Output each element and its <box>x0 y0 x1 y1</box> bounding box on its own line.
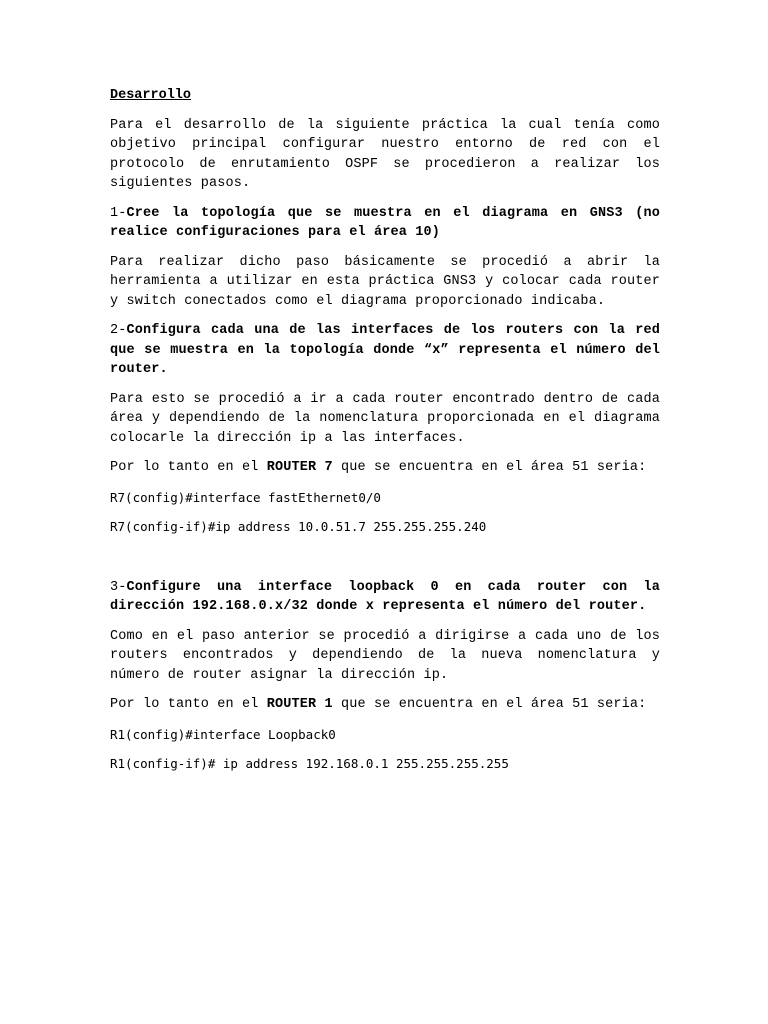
intro-paragraph: Para el desarrollo de la siguiente práctica la cual tenía como objetivo principal configurar nuestro entorno de red con el protocolo de enrutamiento OSPF se procedieron a realizar los siguientes pasos. <box>110 117 660 191</box>
step-3-command-2: R1(config-if)# ip address 192.168.0.1 255.255.255.255 <box>110 756 509 771</box>
document-page <box>110 86 660 784</box>
step-3-title <box>110 578 660 617</box>
step-2-number: 2- <box>110 323 127 338</box>
step-3-example <box>110 695 660 715</box>
step-2-text: Configura cada una de las interfaces de los routers con la red que se muestra en la topología donde “x” representa el número del router. <box>110 323 660 377</box>
step-2-body: Para esto se procedió a ir a cada router encontrado dentro de cada área y dependiendo de la nomenclatura proporcionada en el diagrama colocarle la dirección ip a las interfaces. <box>110 391 660 446</box>
step-2-example-before: Por lo tanto en el <box>110 460 267 475</box>
step-2-example-router: ROUTER 7 <box>266 460 333 475</box>
step-3-example-router: ROUTER 1 <box>266 697 333 712</box>
step-3-command-1: R1(config)#interface Loopback0 <box>110 726 336 742</box>
step-1-body: Para realizar dicho paso básicamente se procedió a abrir la herramienta a utilizar en esta práctica GNS3 y colocar cada router y switch conectados como el diagrama proporcionado indicaba. <box>110 254 660 309</box>
step-2-command-2: R7(config-if)#ip address 10.0.51.7 255.255.255.240 <box>110 519 487 534</box>
step-3-body: Como en el paso anterior se procedió a dirigirse a cada uno de los routers encontrados y dependiendo de la nueva nomenclatura y número de router asignar la dirección ip. <box>110 628 660 683</box>
step-3-text: Configure una interface loopback 0 en cada router con la dirección 192.168.0.x/32 donde x representa el número del router. <box>110 579 660 614</box>
step-1-number: 1- <box>110 205 127 221</box>
step-2-command-1: R7(config)#interface fastEthernet0/0 <box>110 489 381 505</box>
step-3-example-after: que se encuentra en el área 51 seria: <box>332 697 647 712</box>
step-3-number: 3- <box>110 579 127 595</box>
step-3-example-before: Por lo tanto en el <box>110 697 267 712</box>
step-1-text: Cree la topología que se muestra en el diagrama en GNS3 (no realice configuraciones para el área 10) <box>110 205 660 240</box>
section-heading: Desarrollo <box>110 88 192 103</box>
step-2-example <box>110 458 660 478</box>
step-2-example-after: que se encuentra en el área 51 seria: <box>332 460 647 475</box>
step-1-title <box>110 204 660 243</box>
step-2-title <box>110 321 660 380</box>
section-spacer <box>110 547 660 578</box>
